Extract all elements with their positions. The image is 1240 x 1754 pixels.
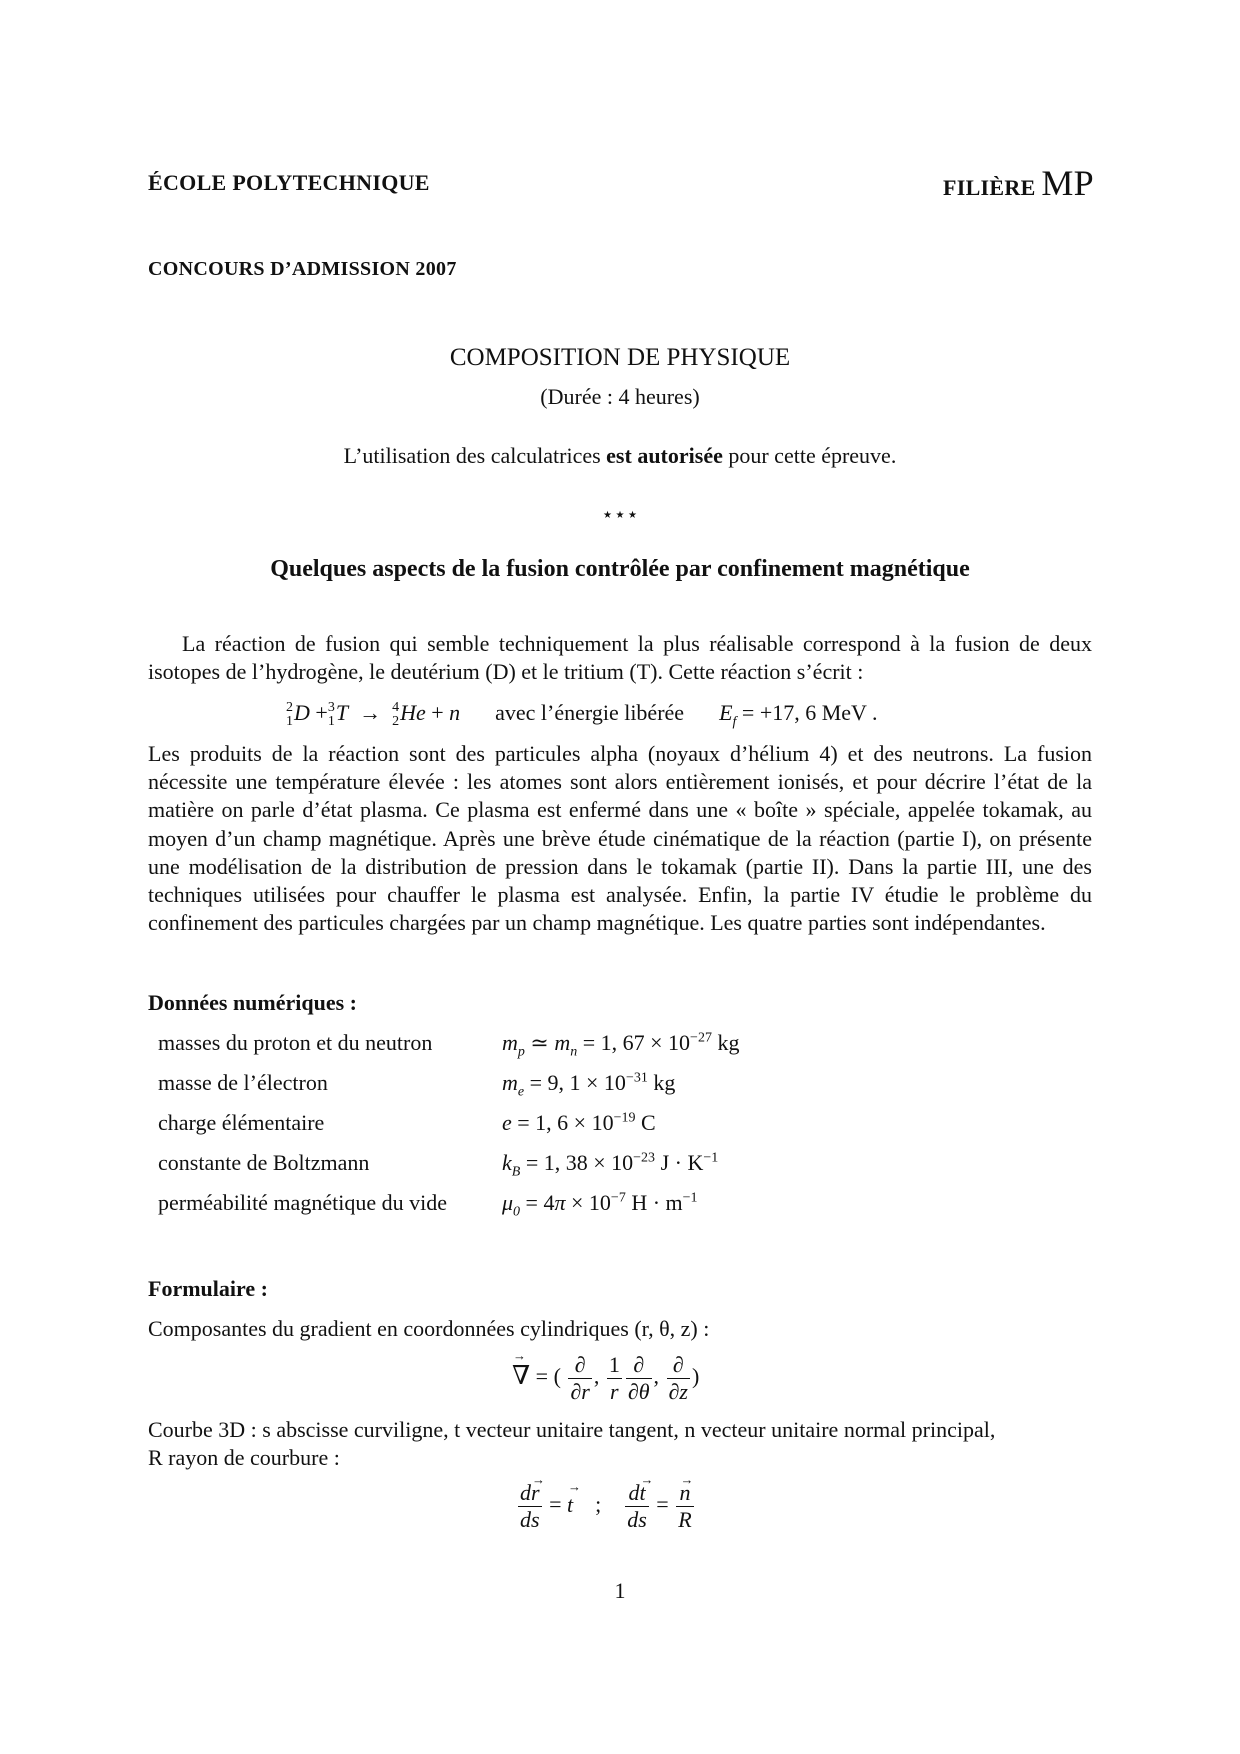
filiere-value: MP	[1041, 163, 1094, 203]
data-value: $m_e = 9$, $1 \times 10^{-31}$ kg	[502, 1070, 676, 1100]
frac-dt-ds: $\frac{d\to t}{ds}$	[625, 1480, 649, 1533]
frac-dr: $\frac{\partial}{\partial r}$	[570, 1352, 590, 1404]
page-number: 1	[614, 1578, 626, 1603]
data-label: masses du proton et du neutron	[158, 1030, 433, 1055]
filiere-label: FILIÈRE	[942, 175, 1036, 200]
intro-paragraph-1	[148, 630, 1092, 686]
frac-dr-ds: $\frac{d\to r}{ds}$	[518, 1480, 542, 1533]
calculator-notice	[0, 443, 1240, 469]
stars-separator: ⋆⋆⋆	[601, 504, 639, 526]
isotope-t: 3 1	[327, 699, 335, 729]
data-value: $\mu_0 = 4\pi \times 10^{-7}$ $H \cdot m^{-1}$	[502, 1190, 698, 1220]
filiere	[943, 162, 1094, 204]
data-label: perméabilité magnétique du vide	[158, 1190, 447, 1215]
intro-paragraph-2	[148, 740, 1092, 937]
calc-text-1: L’utilisation des calculatrices	[343, 443, 607, 468]
intro-text-1: La réaction de fusion qui semble techniquement la plus réalisable correspond à la fusion de deux isotopes de l’hydrogène, le deutérium (D) et le tritium (T). Cette réaction s’écrit :	[148, 631, 1092, 685]
school-name: ÉCOLE POLYTECHNIQUE	[148, 170, 430, 195]
data-value: e = 1, $6 \times 10^{-19}$ C	[502, 1110, 656, 1135]
reaction-energy-label: avec l’énergie libérée	[495, 700, 685, 725]
gradient-text: Composantes du gradient en coordonnées cylindriques (r, θ, z) :	[148, 1316, 710, 1341]
duration: (Durée : 4 heures)	[540, 384, 700, 409]
frenet-formula: $\frac{d\to r}{ds}$ = → t ; $\frac{d\to t}{ds}$ = → $\frac{n}{R}$	[516, 1480, 696, 1533]
curve-text-2: R rayon de courbure :	[148, 1445, 340, 1471]
gradient-formula: → ∇ = ( $\frac{\partial}{\partial r}$ , $\frac{1}{r}$ $\frac{\partial}{\partial\theta}$ , $\frac{\partial}{\partial z}$ )	[512, 1352, 699, 1405]
data-label: constante de Boltzmann	[158, 1150, 370, 1175]
frac-dtheta: $\frac{1}{r}$	[608, 1352, 620, 1404]
frac-dz: $\frac{\partial}{\partial z}$	[668, 1352, 688, 1404]
page-title: COMPOSITION DE PHYSIQUE	[449, 344, 791, 371]
frac-n-r: → $\frac{n}{R}$	[676, 1480, 693, 1533]
curve-description	[148, 1416, 1092, 1472]
reaction-energy: $E_f = +17$, 6 MeV .	[719, 700, 878, 730]
data-label: charge élémentaire	[158, 1110, 325, 1135]
data-value: $m_p$ ≃ $m_n = 1$, $67 \times 10^{-27}$ kg	[502, 1030, 740, 1060]
isotope-d: 2 1	[286, 699, 293, 729]
frac-dtheta-2: $\frac{\partial}{\partial\theta}$	[627, 1352, 650, 1404]
fusion-reaction: 2 1 D + 3 1 T → 4 2 He + n avec l’énergie libérée $E_f = +17$, 6 MeV .	[286, 699, 878, 730]
curve-text-1: Courbe 3D : s abscisse curviligne, t vecteur unitaire tangent, n vecteur unitaire normal principal,	[148, 1417, 996, 1442]
subject-title: Quelques aspects de la fusion contrôlée par confinement magnétique	[270, 556, 970, 582]
formulaire-heading: Formulaire :	[148, 1276, 268, 1301]
concours-title: CONCOURS D’ADMISSION 2007	[148, 258, 457, 280]
intro-text-2: Les produits de la réaction sont des particules alpha (noyaux d’hélium 4) et des neutrons. La fusion nécessite une température élevée : les atomes sont alors entièrement ionisés, et pour décrire l’état de la matière on parle d’état plasma. Ce plasma est enfermé dans une « boîte » spéciale, appelée tokamak, au moyen d’un champ magnétique. Après une brève étude cinématique de la réaction (partie I), on présente une modélisation de la distribution de pression dans le tokamak (partie II). Dans la partie III, une des techniques utilisées pour chauffer le plasma est analysée. Enfin, la partie IV étudie le problème du confinement des particules chargées par un champ magnétique. Les quatre parties sont indépendantes.	[148, 741, 1092, 936]
data-value: $k_B = 1$, $38 \times 10^{-23}$ $J \cdot K^{-1}$	[502, 1150, 719, 1180]
calc-text-2: pour cette épreuve.	[722, 443, 897, 468]
calc-text-bold: est autorisée	[606, 443, 723, 468]
donnees-heading: Données numériques :	[148, 990, 358, 1015]
data-label: masse de l’électron	[158, 1070, 328, 1095]
isotope-he: 4 2	[392, 699, 400, 729]
